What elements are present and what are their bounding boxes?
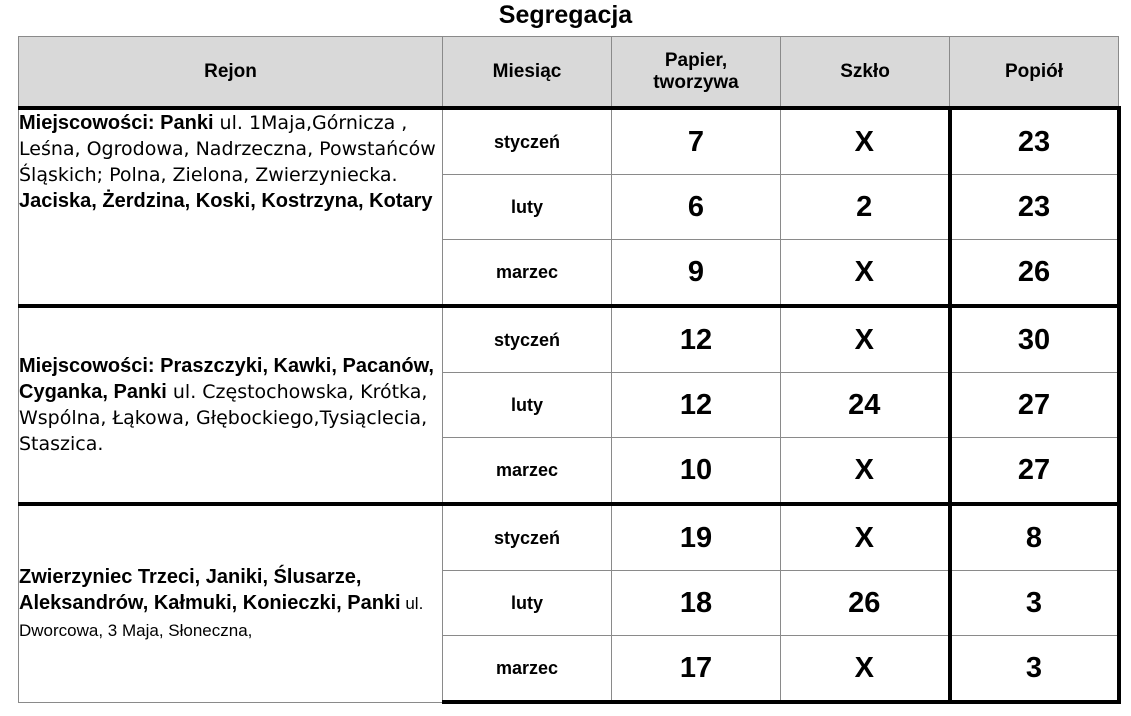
glass-value: X (781, 504, 950, 571)
region-text: ul. 1Maja,Górnicza , Leśna, Ogrodowa, Nadrzeczna, Powstańców Śląskich; Polna, Zielona, Zwierzyniecka. (19, 112, 436, 186)
paper-value: 17 (612, 636, 781, 703)
table-row (19, 108, 1119, 175)
region-text: ul. Częstochowska, Krótka, Wspólna, Łąkowa, Głębockiego,Tysiąclecia, Staszica. (19, 381, 428, 455)
paper-value: 19 (612, 504, 781, 571)
month-cell: luty (443, 571, 612, 636)
glass-value: X (781, 438, 950, 505)
glass-value: X (781, 108, 950, 175)
month-cell: styczeń (443, 108, 612, 175)
ash-value: 8 (950, 504, 1119, 571)
glass-value: 26 (781, 571, 950, 636)
month-cell: luty (443, 175, 612, 240)
paper-value: 12 (612, 306, 781, 373)
glass-value: 24 (781, 373, 950, 438)
header-papier: Papier, tworzywa (612, 37, 781, 109)
month-cell: styczeń (443, 504, 612, 571)
glass-value: X (781, 636, 950, 703)
ash-value: 3 (950, 636, 1119, 703)
header-popiol: Popiół (950, 37, 1119, 109)
paper-value: 7 (612, 108, 781, 175)
month-cell: styczeń (443, 306, 612, 373)
region-text: Miejscowości: Praszczyki, Kawki, Pacanów, Cyganka, Panki (19, 355, 434, 403)
glass-value: X (781, 240, 950, 307)
paper-value: 18 (612, 571, 781, 636)
glass-value: X (781, 306, 950, 373)
header-szklo: Szkło (781, 37, 950, 109)
paper-value: 6 (612, 175, 781, 240)
paper-value: 10 (612, 438, 781, 505)
table-row (19, 306, 1119, 373)
region-text: ul. Dworcowa, 3 Maja, Słoneczna, (19, 593, 424, 640)
month-cell: luty (443, 373, 612, 438)
region-text: Zwierzyniec Trzeci, Janiki, Ślusarze, Aleksandrów, Kałmuki, Konieczki, Panki (19, 565, 401, 614)
paper-value: 12 (612, 373, 781, 438)
month-cell: marzec (443, 636, 612, 703)
header-rejon: Rejon (19, 37, 443, 109)
region-text: Jaciska, Żerdzina, Koski, Kostrzyna, Kotary (19, 190, 433, 212)
ash-value: 23 (950, 108, 1119, 175)
page-title: Segregacja (498, 1, 633, 29)
ash-value: 26 (950, 240, 1119, 307)
paper-value: 9 (612, 240, 781, 307)
ash-value: 23 (950, 175, 1119, 240)
header-row (19, 37, 1119, 109)
region-cell (19, 504, 443, 702)
month-cell: marzec (443, 240, 612, 307)
region-cell (19, 306, 443, 504)
ash-value: 27 (950, 373, 1119, 438)
schedule-body (19, 108, 1119, 702)
header-miesiac: Miesiąc (443, 37, 612, 109)
ash-value: 3 (950, 571, 1119, 636)
month-cell: marzec (443, 438, 612, 505)
region-cell (19, 108, 443, 306)
region-text: Miejscowości: Panki (19, 112, 214, 134)
table-row (19, 504, 1119, 571)
glass-value: 2 (781, 175, 950, 240)
schedule-table (18, 36, 1121, 704)
ash-value: 27 (950, 438, 1119, 505)
ash-value: 30 (950, 306, 1119, 373)
